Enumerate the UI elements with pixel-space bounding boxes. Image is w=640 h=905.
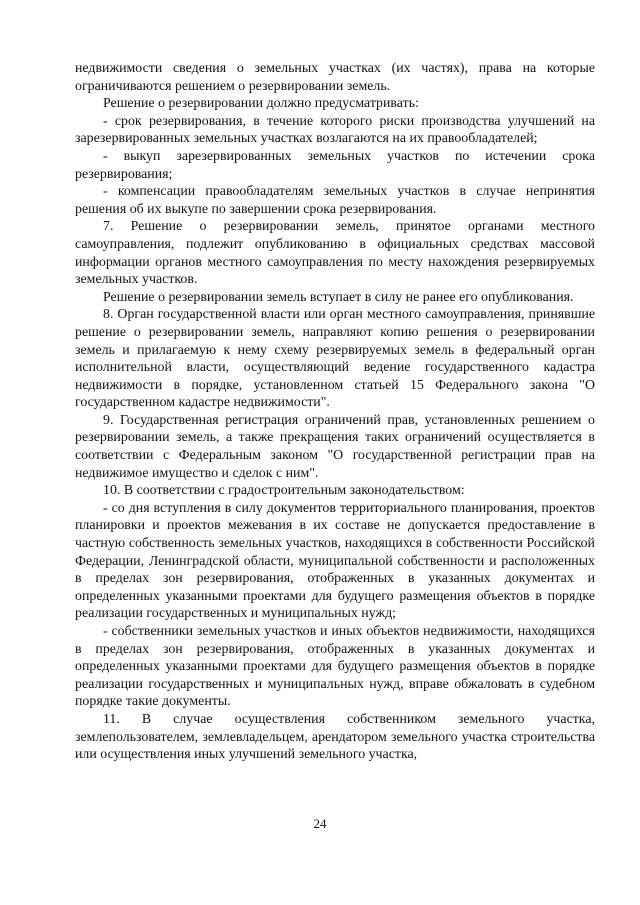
paragraph: 10. В соответствии с градостроительным законодательством: (103, 483, 465, 499)
paragraph: 9. Государственная регистрация ограничений прав, установленных решением о резервировании земель, а также прекращения таких ограничений осуществляется в соответствии с Федеральным законом "О государственной регистрации прав на недвижимое имущество и сделок с ним". (75, 412, 595, 481)
page-number: 24 (313, 816, 327, 831)
paragraph: Решение о резервировании должно предусматривать: (103, 96, 419, 112)
paragraph: 11. В случае осуществления собственником земельного участка, землепользователем, землевладельцем, арендатором земельного участка строительства или осуществления иных улучшений земельного участка, (75, 711, 595, 763)
paragraph: - срок резервирования, в течение которого риски производства улучшений на зарезервированных земельных участках возлагаются на их правообладателей; (75, 113, 595, 147)
paragraph: - со дня вступления в силу документов территориального планирования, проектов планировки и проектов межевания в их составе не допускается предоставление в частную собственность земельных участков, находящихся в собственности Российской Федерации, Ленинградской области, муниципальной собственности и расположенных в пределах зон резервирования, отображенных в указанных документах и определенных указанными проектами для будущего размещения объектов в порядке реализации государственных и муниципальных нужд; (75, 500, 595, 622)
paragraph: - собственники земельных участков и иных объектов недвижимости, находящихся в пределах зон резервирования, отображенных в указанных документах и определенных указанными проектами для будущего размещения объектов в порядке реализации государственных и муниципальных нужд, вправе обжаловать в судебном порядке такие документы. (75, 624, 595, 710)
paragraph: Решение о резервировании земель вступает в силу не ранее его опубликования. (103, 289, 574, 305)
paragraph: 7. Решение о резервировании земель, принятое органами местного самоуправления, подлежит опубликованию в официальных средствах массовой информации органов местного самоуправления по месту нахождения резервируемых земельных участков. (75, 219, 595, 288)
paragraph: 8. Орган государственной власти или орган местного самоуправления, принявшие решение о резервировании земель, направляют копию решения о резервировании земель и прилагаемую к нему схему резервируемых земель в федеральный орган исполнительной власти, осуществляющий ведение государственного кадастра недвижимости в порядке, установленном статьей 15 Федерального закона "О государственном кадастре недвижимости". (75, 307, 595, 411)
document-body (75, 60, 595, 764)
paragraph: - выкуп зарезервированных земельных участков по истечении срока резервирования; (75, 148, 595, 182)
paragraph: - компенсации правообладателям земельных участков в случае непринятия решения об их выкупе по завершении срока резервирования. (75, 184, 595, 217)
paragraph: недвижимости сведения о земельных участках (их частях), права на которые ограничиваются решением о резервировании земель. (75, 61, 595, 94)
